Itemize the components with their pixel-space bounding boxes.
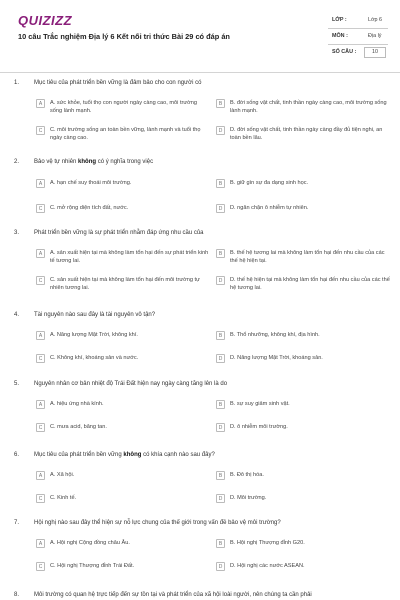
question-text: Nguyên nhân cơ bản nhiệt độ Trái Đất hiện nay ngày càng tăng lên là do	[34, 381, 228, 387]
question-number: 5.	[14, 381, 20, 387]
meta-label: SỐ CÂU :	[332, 49, 357, 55]
question-number: 1.	[14, 80, 20, 86]
question-text: Môi trường có quan hệ trực tiếp đến sự tồn tại và phát triển của xã hội loài người, nên chúng ta cần phải	[34, 592, 312, 598]
option-letter-box[interactable]: B	[216, 539, 225, 548]
option-letter-box[interactable]: D	[216, 354, 225, 363]
option-letter-box[interactable]: D	[216, 494, 225, 503]
option-text: C. mở rộng diện tích đất, nước.	[50, 205, 129, 211]
option-letter-box[interactable]: C	[36, 562, 45, 571]
option-letter-box[interactable]: C	[36, 494, 45, 503]
option-letter-box[interactable]: B	[216, 179, 225, 188]
option-text: A. sản xuất hiện tại mà không làm tổn hại đến sự phát triển kinh tế tương lai.	[50, 250, 209, 264]
meta-row-subject	[328, 29, 388, 45]
option-letter-box[interactable]: B	[216, 471, 225, 480]
page-header	[0, 0, 400, 64]
option-letter-box[interactable]: A	[36, 331, 45, 340]
option-text: B. Thổ nhưỡng, không khí, địa hình.	[230, 332, 320, 338]
option-letter-box[interactable]: C	[36, 204, 45, 213]
option-text: B. Đô thị hóa.	[230, 472, 264, 478]
option-text: A. hạn chế suy thoái môi trường.	[50, 180, 132, 186]
option-letter-box[interactable]: B	[216, 331, 225, 340]
option-letter-box[interactable]: D	[216, 204, 225, 213]
option-text: B. thế hệ tương lai mà không làm tổn hại đến nhu cầu của các thế hệ hiện tại.	[230, 250, 385, 264]
option-text: B. Hội nghị Thượng đỉnh G20.	[230, 540, 305, 546]
quizizz-logo: QUIZIZZ	[18, 13, 73, 28]
option-letter-box[interactable]: B	[216, 400, 225, 409]
meta-value: Lớp 6	[368, 17, 383, 23]
option-text: B. đời sống vật chất, tinh thần ngày càng cao, môi trường sống lành mạnh.	[230, 100, 387, 114]
option-letter-box[interactable]: A	[36, 539, 45, 548]
question-text: Bảo vệ tự nhiên không có ý nghĩa trong việc	[34, 159, 154, 165]
option-text: D. thế hệ hiện tại mà không làm tổn hại đến nhu cầu của các thế hệ tương lai.	[230, 277, 390, 291]
option-letter-box[interactable]: A	[36, 400, 45, 409]
option-letter-box[interactable]: C	[36, 354, 45, 363]
option-text: D. ô nhiễm môi trường.	[230, 424, 288, 430]
option-letter-box[interactable]: D	[216, 276, 225, 285]
option-text: D. Môi trường.	[230, 495, 267, 501]
option-text: D. Hội nghị các nước ASEAN.	[230, 563, 305, 569]
question-number: 2.	[14, 159, 20, 165]
question-text: Mục tiêu của phát triển bền vững không có khía cạnh nào sau đây?	[34, 452, 215, 458]
header-divider	[0, 72, 400, 73]
meta-row-class	[328, 13, 388, 29]
meta-table	[328, 13, 388, 61]
option-text: C. Không khí, khoáng sản và nước.	[50, 355, 139, 361]
option-text: D. Năng lượng Mặt Trời, khoáng sản.	[230, 355, 323, 361]
question-number: 8.	[14, 592, 20, 598]
meta-label: MÔN :	[332, 33, 348, 39]
question-text: Tài nguyên nào sau đây là tài nguyên vô tận?	[34, 312, 156, 318]
document-title: 10 câu Trắc nghiệm Địa lý 6 Kết nối tri thức Bài 29 có đáp án	[18, 32, 230, 41]
option-text: D. ngăn chặn ô nhiễm tự nhiên.	[230, 205, 309, 211]
option-text: C. môi trường sống an toàn bền vững, lành mạnh và tuổi thọ ngày càng cao.	[50, 127, 201, 141]
question-number: 4.	[14, 312, 20, 318]
option-text: A. Xã hội.	[50, 472, 75, 478]
option-text: A. sức khỏe, tuổi thọ con người ngày càng cao, môi trường sống lành mạnh.	[50, 100, 197, 114]
meta-row-count	[328, 45, 388, 61]
question-number: 6.	[14, 452, 20, 458]
question-text: Phát triển bền vững là sự phát triển nhằm đáp ứng nhu cầu của	[34, 230, 204, 236]
option-text: A. hiệu ứng nhà kính.	[50, 401, 104, 407]
option-text: A. Năng lượng Mặt Trời, không khí.	[50, 332, 138, 338]
question-number: 7.	[14, 520, 20, 526]
option-letter-box[interactable]: B	[216, 249, 225, 258]
option-letter-box[interactable]: C	[36, 276, 45, 285]
option-text: C. mưa acid, băng tan.	[50, 424, 107, 430]
option-text: B. sự suy giảm sinh vật.	[230, 401, 290, 407]
option-letter-box[interactable]: C	[36, 126, 45, 135]
option-letter-box[interactable]: D	[216, 423, 225, 432]
option-letter-box[interactable]: A	[36, 179, 45, 188]
meta-label: LỚP :	[332, 17, 347, 23]
option-letter-box[interactable]: D	[216, 562, 225, 571]
option-letter-box[interactable]: B	[216, 99, 225, 108]
option-letter-box[interactable]: A	[36, 99, 45, 108]
option-letter-box[interactable]: C	[36, 423, 45, 432]
option-letter-box[interactable]: D	[216, 126, 225, 135]
meta-value: Địa lý	[368, 33, 382, 39]
option-text: D. đời sống vật chất, tinh thần ngày càng đầy đủ tiện nghi, an toàn bền lâu.	[230, 127, 383, 141]
option-text: C. Kinh tế.	[50, 495, 77, 501]
meta-value: 10	[364, 47, 386, 58]
option-text: C. sản xuất hiện tại mà không làm tổn hại đến môi trường tự nhiên tương lai.	[50, 277, 200, 291]
option-text: A. Hội nghị Cộng đồng châu Âu.	[50, 540, 130, 546]
question-number: 3.	[14, 230, 20, 236]
option-letter-box[interactable]: A	[36, 471, 45, 480]
question-text: Mục tiêu của phát triển bền vững là đảm bảo cho con người có	[34, 80, 202, 86]
option-text: B. giữ gìn sự đa dạng sinh học.	[230, 180, 309, 186]
question-text: Hội nghị nào sau đây thể hiện sự nỗ lực chung của thế giới trong vấn đề bảo vệ môi trường?	[34, 520, 281, 526]
option-letter-box[interactable]: A	[36, 249, 45, 258]
option-text: C. Hội nghị Thượng đỉnh Trái Đất.	[50, 563, 135, 569]
